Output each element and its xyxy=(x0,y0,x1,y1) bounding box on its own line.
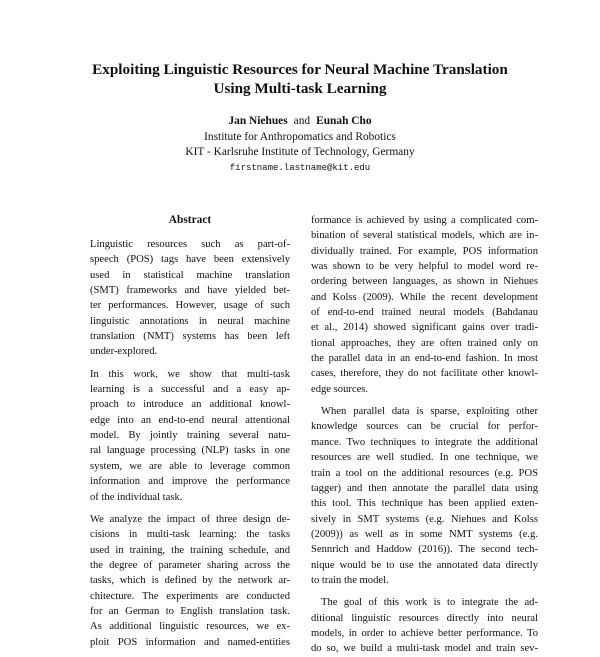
text-line: the parallel data in an end-to-end fashion. In most xyxy=(311,353,538,365)
text-line: mance. Two techniques to integrate the additional xyxy=(311,436,538,448)
author-email: firstname.lastname@kit.edu xyxy=(229,162,371,173)
affiliation-line: Institute for Anthropomatics and Robotics xyxy=(204,130,396,143)
text-line: Linguistic resources such as part-of- xyxy=(90,239,290,250)
text-line: to train the model. xyxy=(311,574,389,586)
text-line: of end-to-end trained neural models (Bahdanau xyxy=(311,307,538,319)
title-line: Exploiting Linguistic Resources for Neural Machine Translation xyxy=(92,61,508,78)
text-line: edge into an end-to-end neural attentional xyxy=(90,414,290,426)
text-line: linguistic annotations in neural machine xyxy=(90,315,290,327)
text-line: (SMT) frameworks and have yielded bet- xyxy=(90,285,290,297)
text-line: ploit POS information and named-entities xyxy=(90,636,290,648)
text-line: chitecture. The experiments are conducted xyxy=(90,590,290,602)
author-names xyxy=(40,114,560,130)
text-line: used in statistical machine translation xyxy=(90,269,290,281)
text-line: resources are well studied. In one technique, we xyxy=(311,452,538,464)
text-line: dividually trained. For example, POS information xyxy=(311,245,538,257)
text-line: In this work, we show that multi-task xyxy=(90,368,290,380)
text-line: models, in order to achieve better performance. To xyxy=(311,627,538,639)
text-line: formance is achieved by using a complicated com- xyxy=(311,215,538,226)
text-line: and Kolss (2009). While the recent development xyxy=(311,291,538,303)
text-line: learning is a successful and a easy ap- xyxy=(90,384,290,396)
text-line: sively in SMT systems (e.g. Niehues and Kolss xyxy=(311,513,538,525)
text-line: speech (POS) tags have been extensively xyxy=(90,254,290,266)
text-line: ditional linguistic resources directly into neural xyxy=(311,612,538,624)
text-line: nique would be to use the annotated data directly xyxy=(311,559,538,571)
text-line: under-explored. xyxy=(90,346,158,358)
text-line: do so, we build a multi-task model and train sev- xyxy=(311,643,538,655)
text-line: When parallel data is sparse, exploiting other xyxy=(321,406,538,418)
text-line: edge sources. xyxy=(311,383,369,395)
text-line: this tool. This technique has been applied exten- xyxy=(311,498,538,510)
text-line: cisions in multi-task learning: the tasks xyxy=(90,529,290,541)
text-line: used in training, the training schedule, and xyxy=(90,544,290,556)
text-line: bination of several statistical models, which are in- xyxy=(311,230,538,242)
text-line: information and improve the performance xyxy=(90,476,290,488)
text-line: We analyze the impact of three design de- xyxy=(90,513,290,525)
author-conjunction: and xyxy=(293,115,311,127)
text-line: translation (NMT) systems has been left xyxy=(90,331,290,343)
text-line: Sennrich and Haddow (2016)). The second tech- xyxy=(311,544,538,556)
text-line: tasks, which is defined by the network ar- xyxy=(90,575,290,587)
text-line: system, we are able to leverage common xyxy=(90,460,290,472)
paper-title xyxy=(40,60,560,98)
author-block xyxy=(40,114,560,176)
intro-paragraph xyxy=(311,213,538,397)
abstract-column xyxy=(90,237,290,650)
text-line: tagger) and then annotate the parallel data using xyxy=(311,482,538,494)
text-line: ordering between languages, as shown in Niehues xyxy=(311,276,538,288)
text-line: proach to introduce an additional knowl- xyxy=(90,399,290,411)
author-name: Eunah Cho xyxy=(316,115,372,127)
intro-paragraph xyxy=(311,404,538,588)
text-line: for an German to English translation task. xyxy=(90,605,290,617)
text-line: As additional linguistic resources, we ex- xyxy=(90,621,290,633)
text-line: model. By jointly training several natu- xyxy=(90,430,290,442)
text-line: was shown to be very helpful to model word re- xyxy=(311,261,538,273)
text-line: et al., 2014) showed significant gains over tradi- xyxy=(311,322,538,334)
text-line: cases, therefore, they do not facilitate other knowl- xyxy=(311,368,538,380)
intro-paragraph xyxy=(311,595,538,656)
text-line: the degree of parameter sharing across the xyxy=(90,559,290,571)
text-line: ter performances. However, usage of such xyxy=(90,300,290,312)
author-name: Jan Niehues xyxy=(228,115,288,127)
abstract-paragraph xyxy=(90,512,290,650)
text-line: knowledge sources can be crucial for perfor- xyxy=(311,421,538,433)
title-line: Using Multi-task Learning xyxy=(213,80,387,97)
abstract-paragraph xyxy=(90,237,290,360)
text-line: of the individual task. xyxy=(90,491,183,503)
text-line: ral language processing (NLP) tasks in one xyxy=(90,445,290,457)
text-line: The goal of this work is to integrate the ad- xyxy=(321,597,538,609)
abstract-paragraph xyxy=(90,367,290,505)
affiliation-line: KIT - Karlsruhe Institute of Technology, Germany xyxy=(185,146,415,158)
text-line: train a tool on the additional resources (e.g. POS xyxy=(311,467,538,479)
text-line: (2009)) as well as in some NMT systems (e.g. xyxy=(311,528,538,540)
abstract-heading: Abstract xyxy=(168,214,212,226)
text-line: tional approaches, they are often trained only on xyxy=(311,337,538,349)
introduction-column xyxy=(311,213,538,657)
